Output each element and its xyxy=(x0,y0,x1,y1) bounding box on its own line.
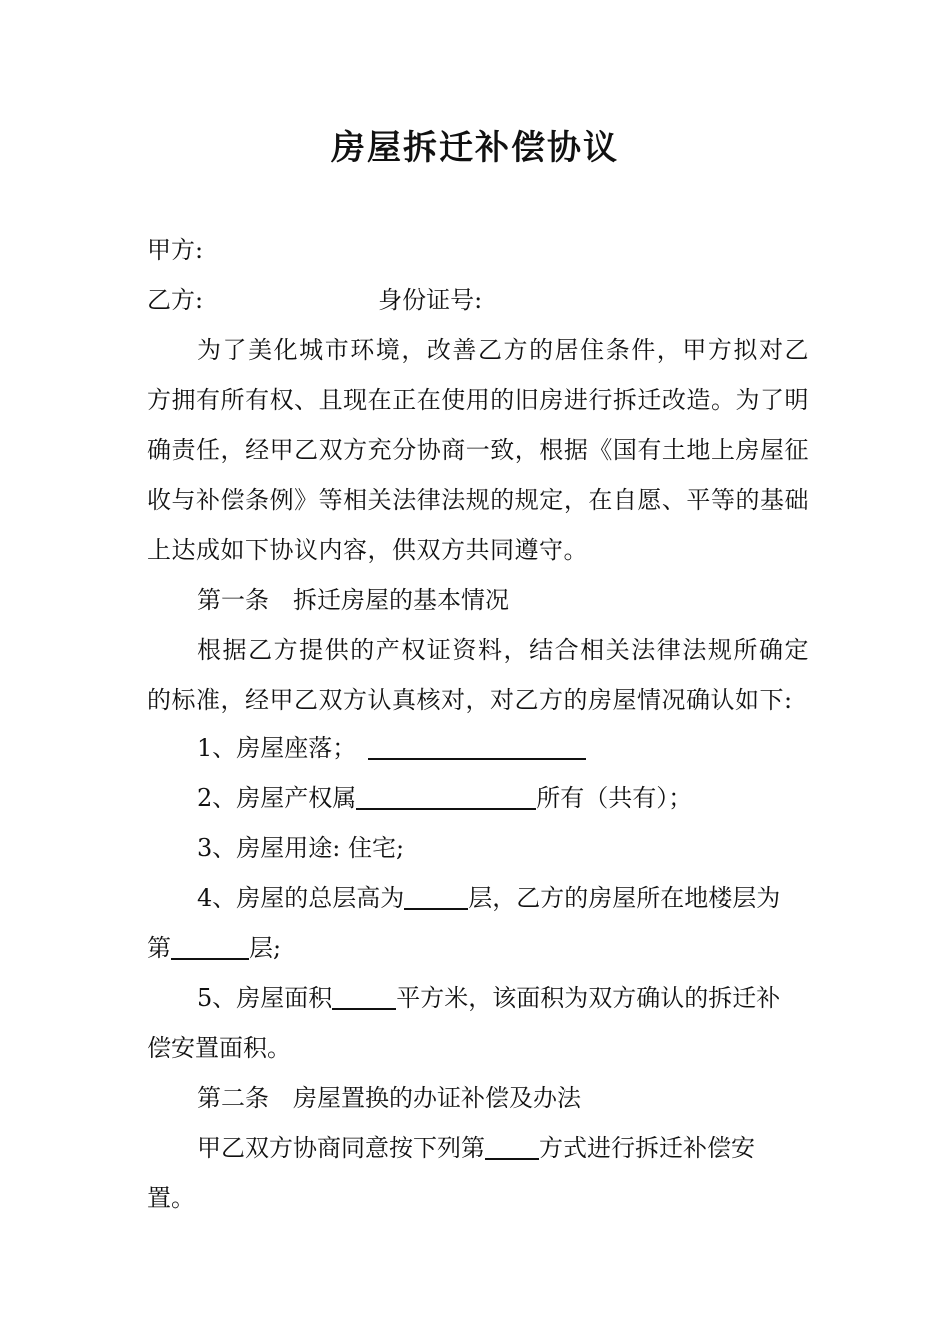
floor-blank xyxy=(171,932,249,960)
item4-part-d: 层; xyxy=(249,934,282,962)
article1-item5-cont: 偿安置面积。 xyxy=(147,1034,291,1062)
item1-label: 1、房屋座落； xyxy=(197,734,357,762)
item4-part-b: 层，乙方的房屋所在地楼层为 xyxy=(468,884,781,912)
item4-part-a: 4、房屋的总层高为 xyxy=(197,884,405,912)
article1-item2 xyxy=(197,773,807,823)
method-blank xyxy=(485,1132,539,1160)
article1-item4 xyxy=(197,873,807,923)
article1-item3: 3、房屋用途: 住宅; xyxy=(197,834,405,862)
area-blank xyxy=(332,982,396,1010)
party-a-label: 甲方: xyxy=(147,236,204,264)
article2-part-a: 甲乙双方协商同意按下列第 xyxy=(197,1134,485,1162)
owner-blank xyxy=(356,782,536,810)
article2-heading: 第二条 房屋置换的办证补偿及办法 xyxy=(197,1084,581,1112)
item5-part-b: 平方米，该面积为双方确认的拆迁补 xyxy=(396,984,781,1012)
article1-heading: 第一条 拆迁房屋的基本情况 xyxy=(197,586,509,614)
party-a-line xyxy=(147,225,807,275)
article2-part-b: 方式进行拆迁补偿安 xyxy=(539,1134,755,1162)
id-number-label: 身份证号: xyxy=(378,286,483,314)
article2-text xyxy=(197,1123,807,1173)
party-b-line xyxy=(147,275,807,325)
item4-part-c: 第 xyxy=(147,934,171,962)
article1-intro: 根据乙方提供的产权证资料，结合相关法律法规所确定的标准，经甲乙双方认真核对，对乙方的房屋情况确认如下: xyxy=(147,636,809,714)
total-floors-blank xyxy=(404,882,468,910)
item2-label: 2、房屋产权属 xyxy=(197,784,357,812)
article1-item5 xyxy=(197,973,807,1023)
article2-text-cont: 置。 xyxy=(147,1184,195,1212)
document-title: 房屋拆迁补偿协议 xyxy=(331,128,619,168)
party-b-label: 乙方: xyxy=(147,286,204,314)
location-blank xyxy=(368,732,586,760)
article1-item4-cont xyxy=(147,923,807,973)
item2-suffix: 所有（共有）； xyxy=(536,784,693,812)
article1-item1 xyxy=(197,723,807,773)
preamble-paragraph: 为了美化城市环境，改善乙方的居住条件，甲方拟对乙方拥有所有权、且现在正在使用的旧房进行拆迁改造。为了明确责任，经甲乙双方充分协商一致，根据《国有土地上房屋征收与补偿条例》等相关法律法规的规定，在自愿、平等的基础上达成如下协议内容，供双方共同遵守。 xyxy=(147,336,809,564)
item5-part-a: 5、房屋面积 xyxy=(197,984,333,1012)
